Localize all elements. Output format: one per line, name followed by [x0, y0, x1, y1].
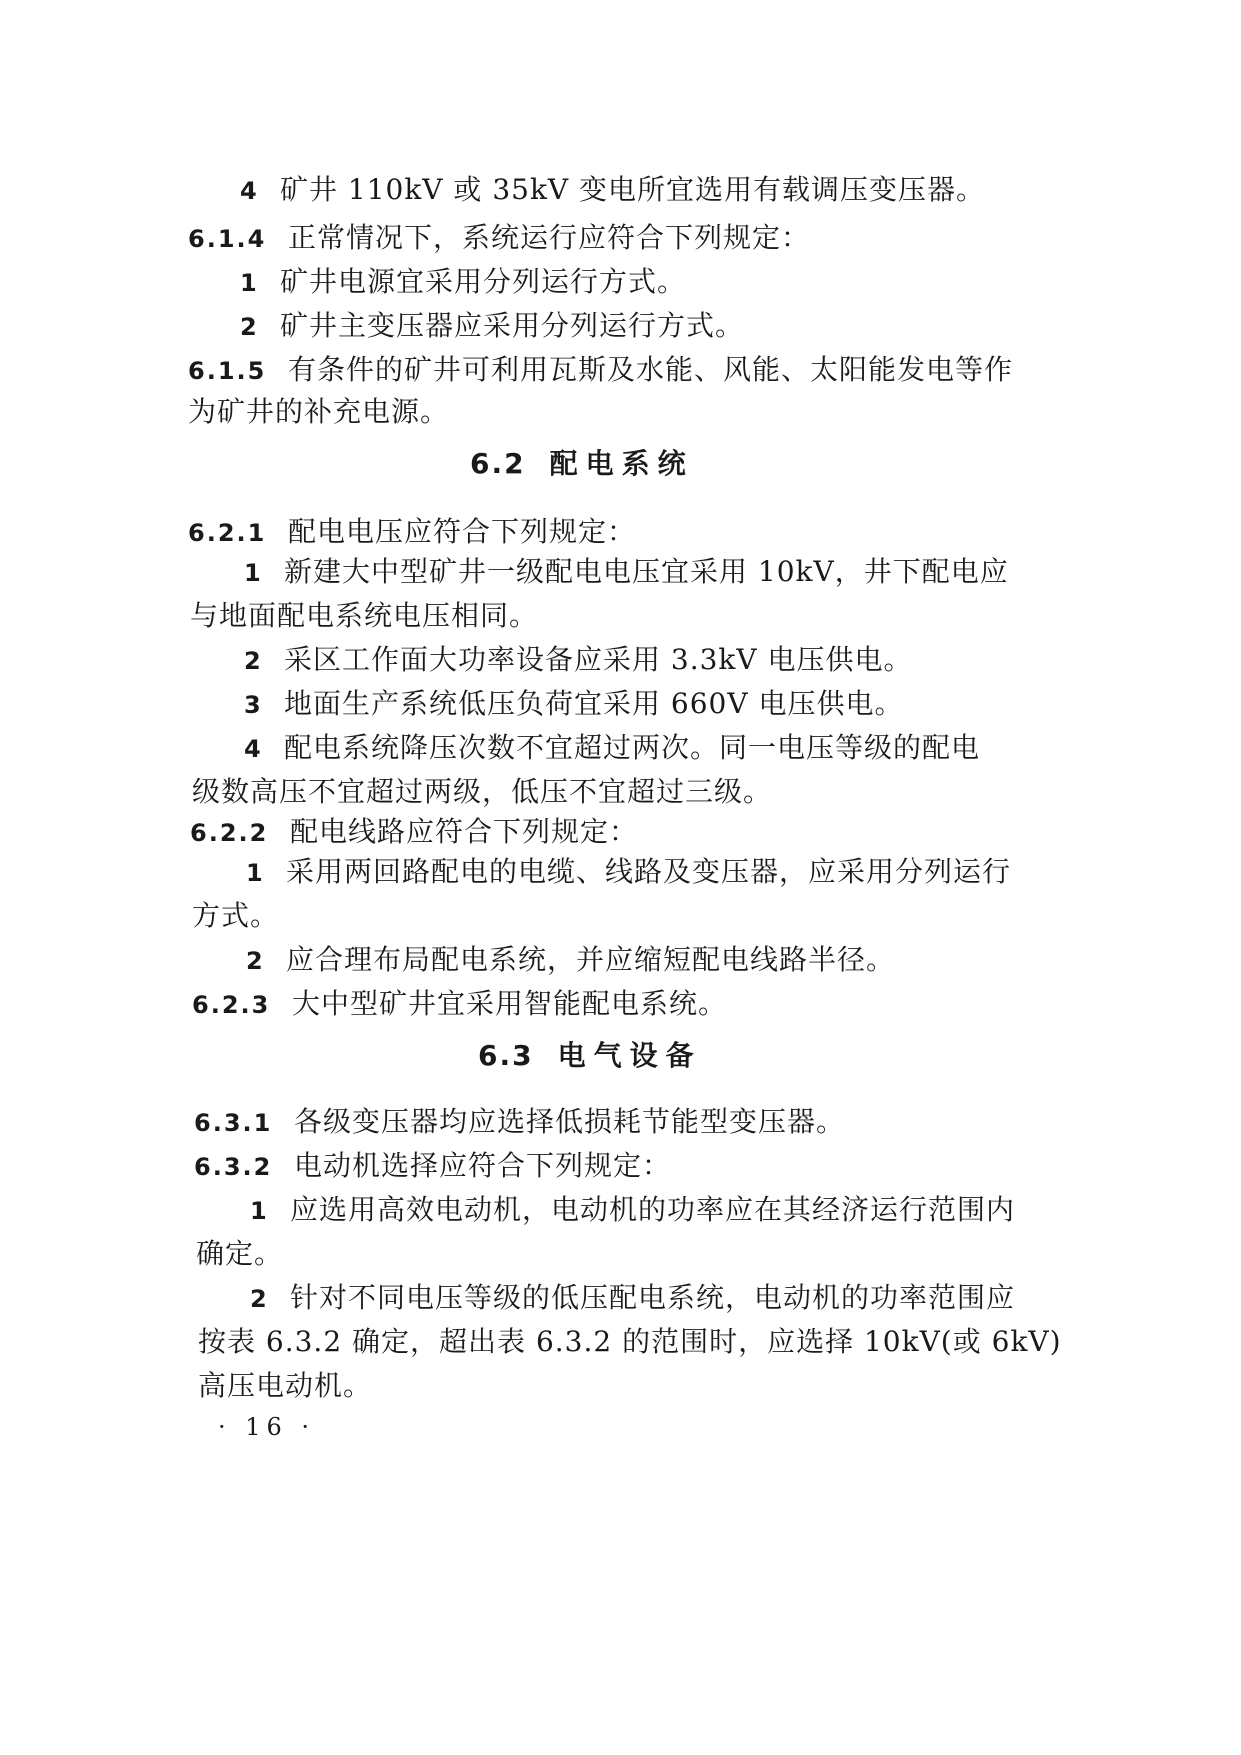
item-text: 方式。	[192, 899, 280, 932]
item-number: 2	[240, 313, 258, 341]
item-number: 4	[240, 177, 258, 205]
section-heading	[470, 444, 694, 484]
item-text: 采用两回路配电的电缆、线路及变压器，应采用分列运行	[286, 855, 1012, 888]
clause-text: 为矿井的补充电源。	[188, 395, 450, 428]
list-item	[244, 640, 913, 681]
clause-number: 6.3.1	[194, 1109, 273, 1137]
clause-number: 6.3.2	[194, 1153, 273, 1181]
list-item	[244, 684, 903, 725]
item-text: 应选用高效电动机，电动机的功率应在其经济运行范围内	[290, 1193, 1016, 1226]
item-number: 2	[244, 647, 262, 675]
list-item	[244, 728, 980, 769]
list-item-continuation	[192, 896, 279, 936]
list-item	[240, 170, 985, 211]
section-title: 配电系统	[549, 447, 694, 480]
clause-text: 配电电压应符合下列规定：	[288, 515, 637, 548]
list-item	[240, 262, 686, 303]
section-heading	[478, 1036, 702, 1076]
page-number: · 16 ·	[218, 1413, 316, 1441]
item-number: 1	[244, 559, 262, 587]
item-text: 按表 6.3.2 确定，超出表 6.3.2 的范围时，应选择 10kV(或 6kV)	[198, 1325, 1062, 1358]
item-text: 级数高压不宜超过两级，低压不宜超过三级。	[192, 775, 773, 808]
clause-number: 6.1.5	[188, 357, 267, 385]
item-text: 采区工作面大功率设备应采用 3.3kV 电压供电。	[284, 643, 913, 676]
clause-text: 正常情况下，系统运行应符合下列规定：	[288, 221, 811, 254]
list-item	[244, 552, 1009, 593]
item-text: 与地面配电系统电压相同。	[190, 599, 539, 632]
clause-number: 6.2.1	[188, 519, 267, 547]
item-number: 2	[250, 1285, 268, 1313]
item-number: 1	[246, 859, 264, 887]
clause-number: 6.2.2	[190, 819, 269, 847]
section-number: 6.2	[470, 447, 526, 480]
clause-text: 电动机选择应符合下列规定：	[294, 1149, 672, 1182]
clause	[192, 984, 727, 1025]
section-title: 电气设备	[557, 1039, 702, 1072]
item-text: 矿井主变压器应采用分列运行方式。	[280, 309, 745, 342]
clause-number: 6.1.4	[188, 225, 267, 253]
item-text: 配电系统降压次数不宜超过两次。同一电压等级的配电	[284, 731, 981, 764]
clause-continuation	[188, 392, 449, 432]
item-text: 高压电动机。	[198, 1369, 373, 1402]
item-number: 3	[244, 691, 262, 719]
item-number: 2	[246, 947, 264, 975]
item-text: 矿井 110kV 或 35kV 变电所宜选用有载调压变压器。	[280, 173, 986, 206]
clause	[194, 1102, 845, 1143]
item-number: 4	[244, 735, 262, 763]
clause-text: 有条件的矿井可利用瓦斯及水能、风能、太阳能发电等作	[288, 353, 1014, 386]
list-item-continuation	[192, 772, 772, 812]
list-item-continuation	[190, 596, 538, 636]
list-item	[240, 306, 744, 347]
list-item-continuation	[198, 1322, 1062, 1362]
clause-number: 6.2.3	[192, 991, 271, 1019]
item-text: 确定。	[196, 1237, 284, 1270]
list-item	[246, 940, 895, 981]
clause	[188, 218, 810, 259]
list-item	[250, 1190, 1015, 1231]
list-item-continuation	[196, 1234, 283, 1274]
clause	[190, 812, 638, 853]
clause-text: 配电线路应符合下列规定：	[290, 815, 639, 848]
clause	[194, 1146, 671, 1187]
clause-text: 大中型矿井宜采用智能配电系统。	[292, 987, 728, 1020]
clause	[188, 350, 1013, 391]
item-text: 应合理布局配电系统，并应缩短配电线路半径。	[286, 943, 896, 976]
item-text: 针对不同电压等级的低压配电系统，电动机的功率范围应	[290, 1281, 1016, 1314]
clause-text: 各级变压器均应选择低损耗节能型变压器。	[294, 1105, 846, 1138]
item-text: 新建大中型矿井一级配电电压宜采用 10kV，井下配电应	[284, 555, 1009, 588]
section-number: 6.3	[478, 1039, 534, 1072]
item-number: 1	[240, 269, 258, 297]
list-item-continuation	[198, 1366, 372, 1406]
item-text: 矿井电源宜采用分列运行方式。	[280, 265, 687, 298]
item-number: 1	[250, 1197, 268, 1225]
list-item	[246, 852, 1011, 893]
item-text: 地面生产系统低压负荷宜采用 660V 电压供电。	[284, 687, 904, 720]
list-item	[250, 1278, 1015, 1319]
clause	[188, 512, 636, 553]
